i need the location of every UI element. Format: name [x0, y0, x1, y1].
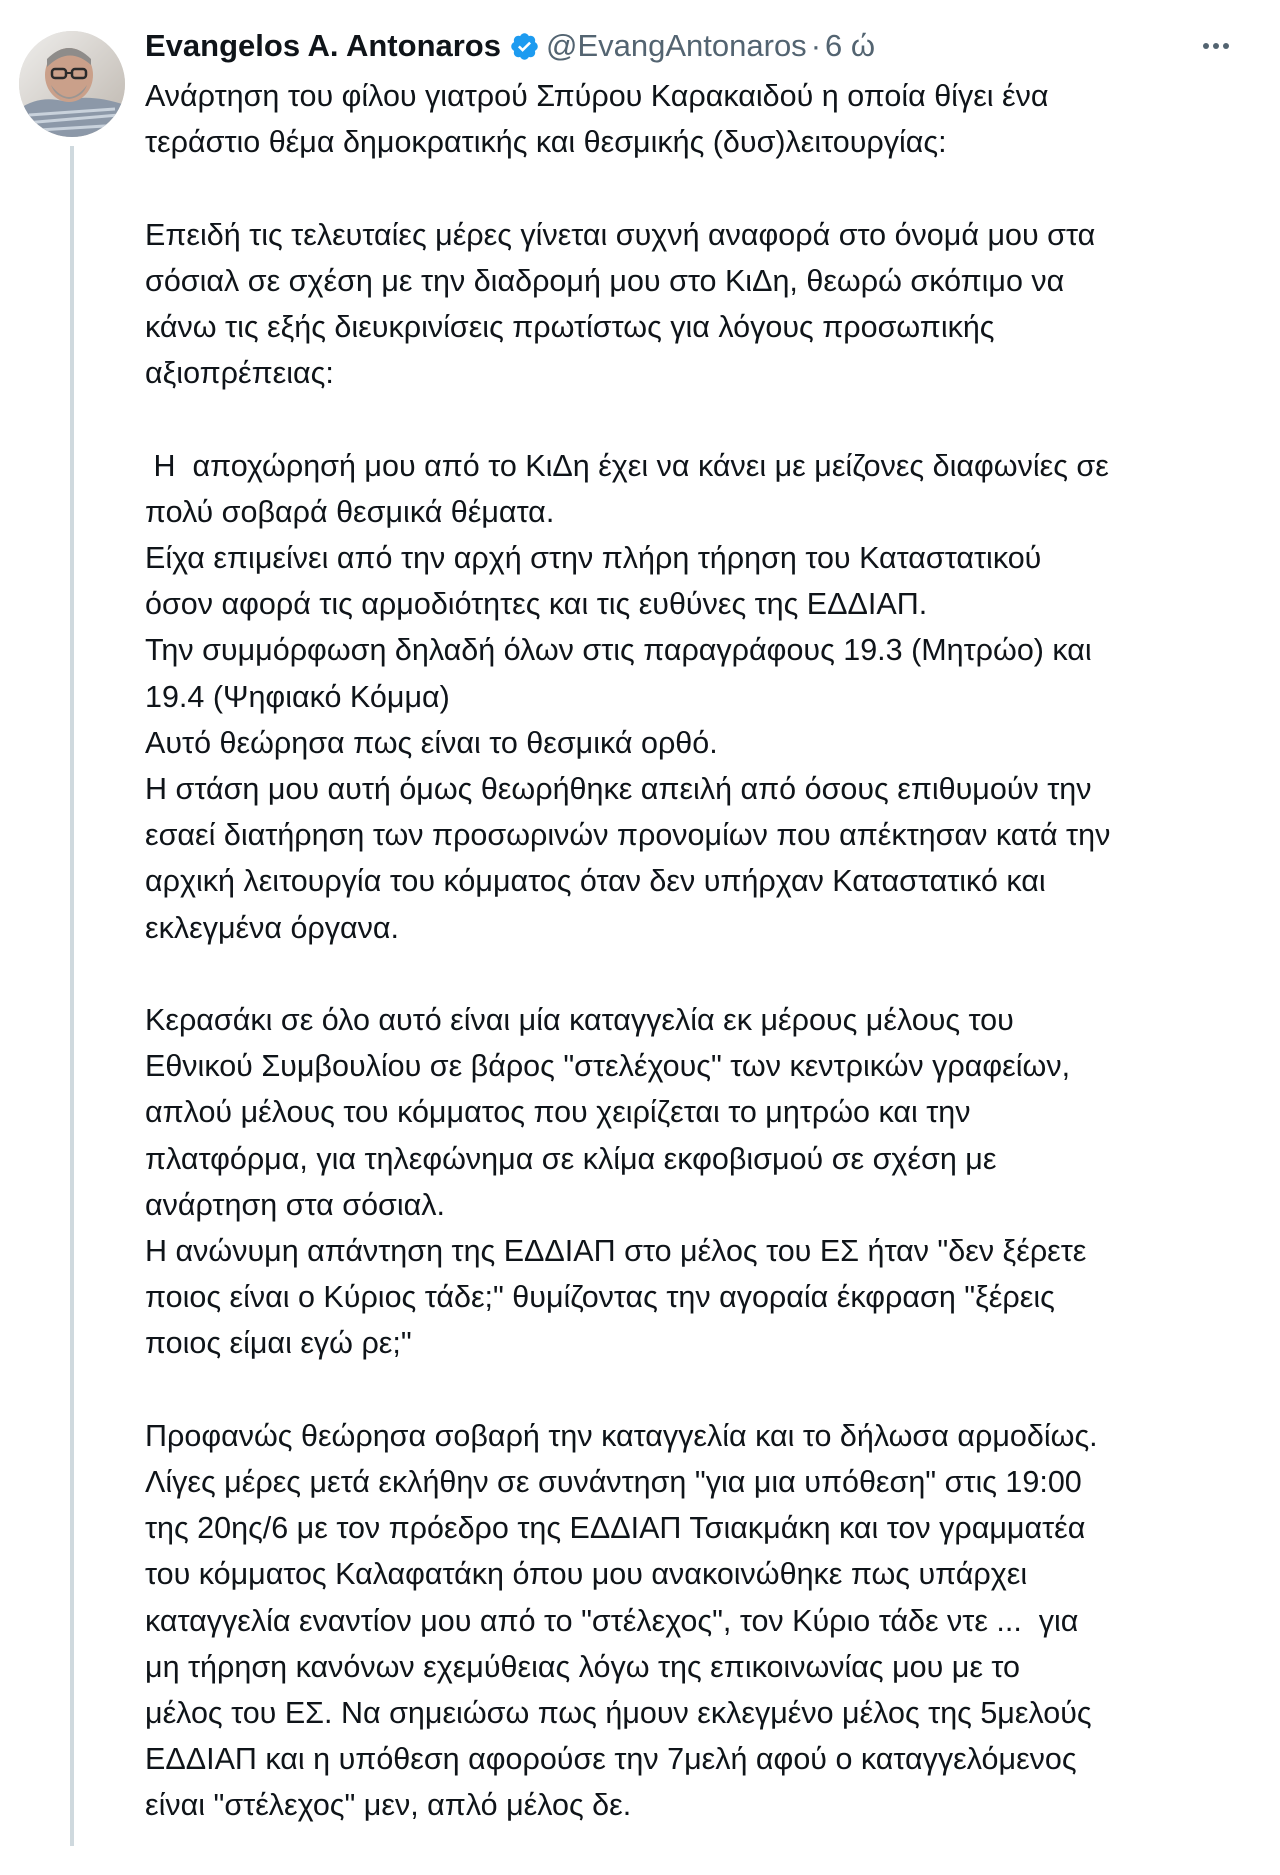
tweet-text-line: απλού μέλους του κόμματος που χειρίζεται το μητρώο και την — [145, 1095, 971, 1130]
tweet-text-line: μέλος του ΕΣ. Να σημειώσω πως ήμουν εκλεγμένο μέλος της 5μελούς — [145, 1696, 1092, 1731]
tweet-text-line: σόσιαλ σε σχέση με την διαδρομή μου στο ΚιΔη, θεωρώ σκόπιμο να — [145, 263, 1065, 298]
tweet-text-line: αρχική λειτουργία του κόμματος όταν δεν υπήρχαν Καταστατικό και — [145, 864, 1046, 899]
more-dots-icon — [1193, 26, 1239, 66]
tweet-paragraph — [145, 73, 1255, 165]
tweet-header — [145, 24, 875, 68]
tweet-text-line: Λίγες μέρες μετά εκλήθην σε συνάντηση "για μια υπόθεση" στις 19:00 — [145, 1465, 1082, 1500]
tweet-text-line: καταγγελία εναντίον μου από το "στέλεχος", τον Κύριο τάδε ντε ... για — [145, 1603, 1079, 1638]
tweet-text-line: Επειδή τις τελευταίες μέρες γίνεται συχνή αναφορά στο όνομά μου στα — [145, 217, 1096, 252]
tweet-paragraph — [145, 443, 1255, 951]
tweet-text-line: τεράστιο θέμα δημοκρατικής και θεσμικής (δυσ)λειτουργίας: — [145, 125, 947, 160]
tweet-text-line: κάνω τις εξής διευκρινίσεις πρωτίστως για λόγους προσωπικής — [145, 310, 995, 344]
thread-connector-line — [70, 146, 74, 1846]
tweet-text-line: πλατφόρμα, για τηλεφώνημα σε κλίμα εκφοβισμού σε σχέση με — [145, 1141, 997, 1176]
tweet-paragraph — [145, 1413, 1255, 1829]
tweet-text-line: του κόμματος Καλαφατάκη όπου μου ανακοινώθηκε πως υπάρχει — [145, 1557, 1028, 1592]
avatar[interactable] — [19, 31, 125, 137]
author-display-name[interactable]: Evangelos A. Antonaros — [145, 28, 501, 63]
separator-dot: · — [810, 28, 822, 63]
tweet-text-line: Αυτό θεώρησα πως είναι το θεσμικά ορθό. — [145, 725, 718, 760]
tweet-text-line: όσον αφορά τις αρμοδιότητες και τις ευθύνες της ΕΔΔΙΑΠ. — [145, 587, 928, 622]
tweet-text — [145, 73, 1255, 1875]
tweet-text-line: Την συμμόρφωση δηλαδή όλων στις παραγράφους 19.3 (Μητρώο) και — [145, 633, 1092, 668]
tweet-text-line: Είχα επιμείνει από την αρχή στην πλήρη τήρηση του Καταστατικού — [145, 541, 1042, 575]
tweet-text-line: Η αποχώρησή μου από το ΚιΔη έχει να κάνει με μείζονες διαφωνίες σε — [145, 448, 1109, 483]
tweet-text-line: 19.4 (Ψηφιακό Κόμμα) — [145, 679, 450, 714]
author-handle[interactable]: @EvangAntonaros — [546, 28, 807, 63]
tweet-text-line: Η στάση μου αυτή όμως θεωρήθηκε απειλή από όσους επιθυμούν την — [145, 772, 1092, 807]
tweet-paragraph — [145, 997, 1255, 1367]
tweet-text-line: Ανάρτηση του φίλου γιατρού Σπύρου Καρακαιδού η οποία θίγει ένα — [145, 79, 1049, 113]
tweet-text-line: Εθνικού Συμβουλίου σε βάρος "στελέχους" των κεντρικών γραφείων, — [145, 1049, 1071, 1084]
tweet-text-line: Κερασάκι σε όλο αυτό είναι μία καταγγελία εκ μέρους μέλους του — [145, 1003, 1014, 1038]
tweet-text-line: Προφανώς θεώρησα σοβαρή την καταγγελία και το δήλωσα αρμοδίως. — [145, 1418, 1098, 1453]
tweet-text-line: πολύ σοβαρά θεσμικά θέματα. — [145, 494, 555, 529]
tweet-paragraph — [145, 212, 1255, 397]
tweet-text-line: ποιος είμαι εγώ ρε;" — [145, 1326, 412, 1361]
avatar-photo — [19, 31, 125, 137]
timestamp[interactable]: 6 ώ — [825, 28, 876, 63]
tweet-text-line: είναι "στέλεχος" μεν, απλό μέλος δε. — [145, 1788, 632, 1823]
tweet-text-line: αξιοπρέπειας: — [145, 356, 334, 391]
tweet-text-line: της 20ης/6 με τον πρόεδρο της ΕΔΔΙΑΠ Τσιακμάκη και τον γραμματέα — [145, 1511, 1086, 1546]
tweet-text-line: εσαεί διατήρηση των προσωρινών προνομίων που απέκτησαν κατά την — [145, 818, 1111, 853]
tweet-text-line: ΕΔΔΙΑΠ και η υπόθεση αφορούσε την 7μελή αφού ο καταγγελόμενος — [145, 1742, 1077, 1777]
tweet-text-line: ποιος είναι ο Κύριος τάδε;" θυμίζοντας την αγοραία έκφραση "ξέρεις — [145, 1280, 1055, 1315]
tweet-text-line: Η ανώνυμη απάντηση της ΕΔΔΙΑΠ στο μέλος του ΕΣ ήταν "δεν ξέρετε — [145, 1234, 1087, 1269]
tweet-text-line: εκλεγμένα όργανα. — [145, 910, 400, 945]
more-options-button[interactable] — [1193, 26, 1239, 66]
verified-badge-icon — [509, 31, 540, 62]
tweet-text-line: μη τήρηση κανόνων εχεμύθειας λόγω της επικοινωνίας μου με το — [145, 1649, 1021, 1684]
tweet-text-line: ανάρτηση στα σόσιαλ. — [145, 1187, 445, 1222]
